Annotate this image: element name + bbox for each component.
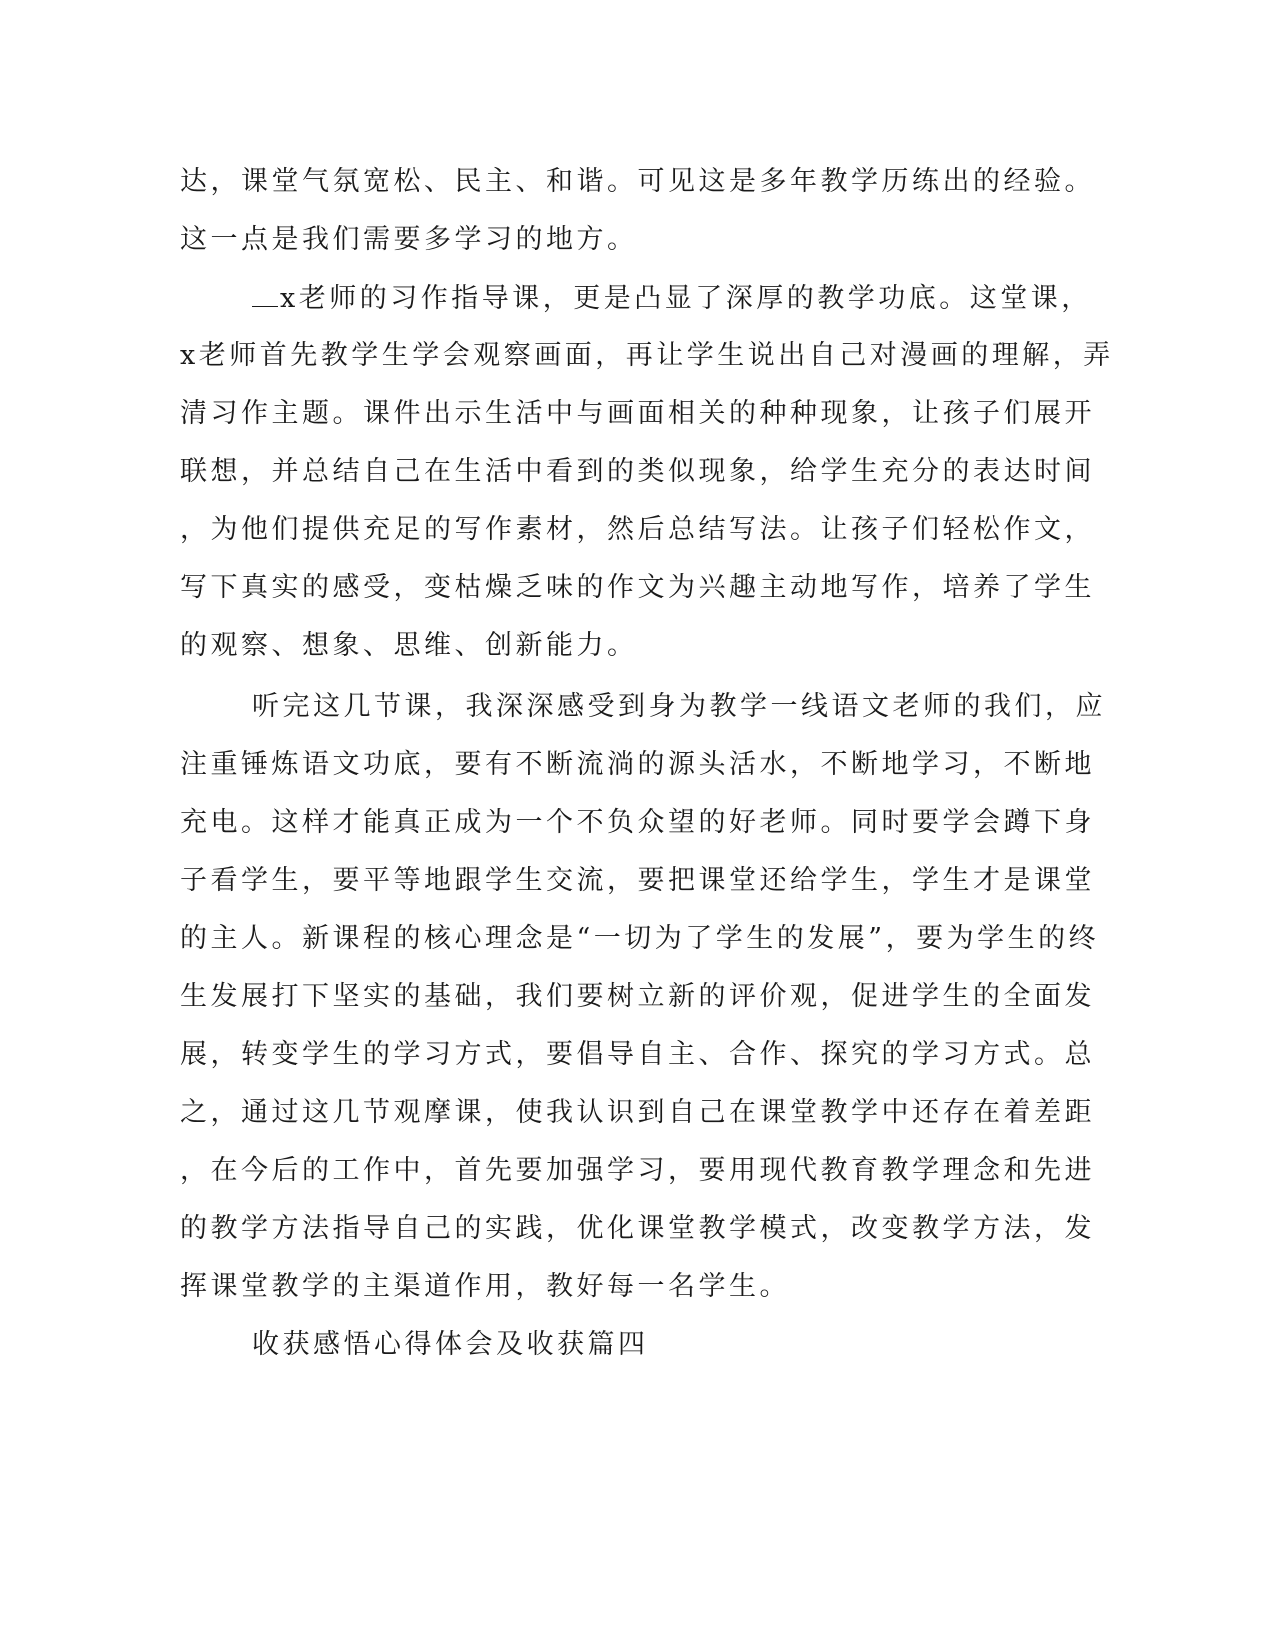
- body-text-line: 这一点是我们需要多学习的地方。: [180, 224, 638, 255]
- body-text-line: 之，通过这几节观摩课，使我认识到自己在课堂教学中还存在着差距: [180, 1097, 1095, 1128]
- body-text-line: 达，课堂气氛宽松、民主、和谐。可见这是多年教学历练出的经验。: [180, 166, 1095, 197]
- paragraph-first-line: 听完这几节课，我深深感受到身为教学一线语文老师的我们，应: [252, 691, 1106, 722]
- body-text-line: 联想，并总结自己在生活中看到的类似现象，给学生充分的表达时间: [180, 456, 1095, 487]
- fill-in-blank: [252, 278, 278, 307]
- body-text-line: 清习作主题。课件出示生活中与画面相关的种种现象，让孩子们展开: [180, 398, 1095, 429]
- body-text-line: 注重锤炼语文功底，要有不断流淌的源头活水，不断地学习，不断地: [180, 749, 1095, 780]
- body-text: x老师的习作指导课，更是凸显了深厚的教学功底。这堂课，: [280, 283, 1092, 314]
- body-text-line: 生发展打下坚实的基础，我们要树立新的评价观，促进学生的全面发: [180, 981, 1095, 1012]
- body-text-line: 的教学方法指导自己的实践，优化课堂教学模式，改变教学方法，发: [180, 1213, 1095, 1244]
- body-text-line: x老师首先教学生学会观察画面，再让学生说出自己对漫画的理解，弄: [180, 340, 1114, 371]
- body-text-line: 子看学生，要平等地跟学生交流，要把课堂还给学生，学生才是课堂: [180, 865, 1095, 896]
- body-text-line: 充电。这样才能真正成为一个不负众望的好老师。同时要学会蹲下身: [180, 807, 1095, 838]
- body-text-line: 的主人。新课程的核心理念是“一切为了学生的发展”，要为学生的终: [180, 923, 1100, 954]
- section-heading: 收获感悟心得体会及收获篇四: [252, 1329, 649, 1360]
- body-text-line: ，为他们提供充足的写作素材，然后总结写法。让孩子们轻松作文，: [180, 514, 1095, 545]
- paragraph-first-line: [252, 278, 1132, 318]
- body-text-line: 写下真实的感受，变枯燥乏味的作文为兴趣主动地写作，培养了学生: [180, 572, 1095, 603]
- body-text-line: 的观察、想象、思维、创新能力。: [180, 630, 638, 661]
- body-text-line: 挥课堂教学的主渠道作用，教好每一名学生。: [180, 1271, 790, 1302]
- body-text-line: 展，转变学生的学习方式，要倡导自主、合作、探究的学习方式。总: [180, 1039, 1095, 1070]
- body-text-line: ，在今后的工作中，首先要加强学习，要用现代教育教学理念和先进: [180, 1155, 1095, 1186]
